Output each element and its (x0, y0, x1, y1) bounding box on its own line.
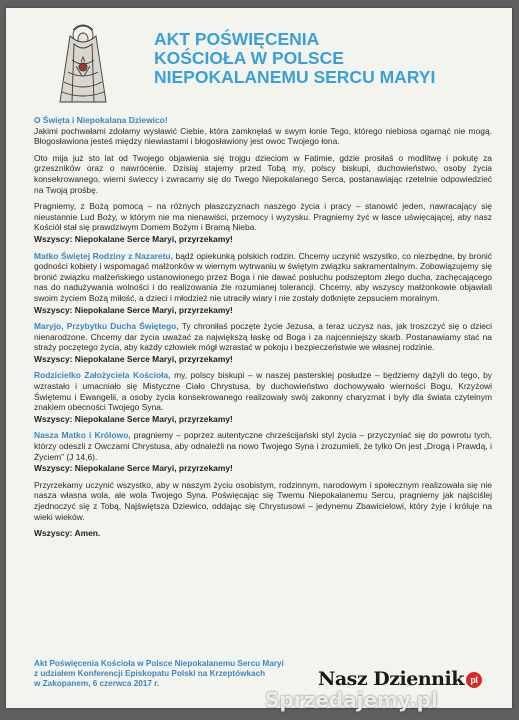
footer-note (34, 659, 334, 689)
paragraph-text: bądź opiekunką polskich rodzin. Chcemy uczynić wszystko, co niezbędne, by bronić godności kobiety i wspomagać małżonków w wiernym wytrwaniu w świętym związku sakramentalnym. Zobowiązujemy się bronić związku małżeńskiego ustanowionego przez Boga i nie dawać posłuchu podszeptom złego ducha, zachęcającego nas do nadużywania wolności i do realizowania źle rozumianej tolerancji. Chcemy, aby wszyscy małżonkowie objawiali swoim życiem Bożą miłość, a dzieci i młodzież nie utraciły wiary i nie zostały dotknięte zepsuciem moralnym. (34, 250, 492, 303)
paragraph-text: Ty chroniłaś poczęte życie Jezusa, a teraz uczysz nas, jak troszczyć się o dzieci nienarodzone. Chcemy dar życia uważać za największą łaskę od Boga i za najcenniejszy skarb. Postanawiamy stać na straży poczętego życia, aby każdy człowiek mógł wzrastać w pokoju i bezpieczeństwie we własnej rodzinie. (34, 321, 492, 353)
document-page (6, 8, 512, 708)
paragraph-7 (34, 430, 492, 473)
paragraph-amen (34, 528, 492, 539)
prayer-text (34, 115, 492, 545)
invocation: Rodzicielko Założyciela Kościoła, (34, 370, 171, 381)
response-line: Wszyscy: Niepokalane Serce Maryi, przyrzekamy! (34, 233, 233, 244)
paragraph-text: Oto mija już sto lat od Twojego objawienia się trojgu dzieciom w Fatimie, gdzie prosiłaś o modlitwę i pokutę za grzeszników oraz o nawrócenie. Dzisiaj stajemy przed Tobą my, polscy biskupi, duchowieństwo, osoby życia konsekrowanego, wierni świeccy i zwracamy się do Twego Niepokalanego Serca, postanawiając rzetelnie odpowiedzieć na Twoją prośbę. (34, 152, 492, 195)
title-line-1: AKT POŚWIĘCENIA (154, 29, 320, 49)
paragraph-text: Jakimi pochwałami zdołamy wysławić Ciebie, która zamknęłaś w swym łonie Tego, którego niebiosa ogarnąć nie mogą. Błogosławiona jesteś między niewiastami i błogosławiony jest owoc Twojego łona. (34, 125, 492, 147)
footer-line-2: z udziałem Konferencji Episkopatu Polski na Krzeptówkach (34, 669, 266, 678)
paragraph-6 (34, 370, 492, 424)
invocation: Nasza Matko i Królowo, (34, 430, 131, 441)
response-line: Wszyscy: Niepokalane Serce Maryi, przyrzekamy! (34, 413, 233, 424)
invocation: Maryjo, Przybytku Ducha Świętego, (34, 321, 179, 332)
amen-line: Wszyscy: Amen. (34, 528, 101, 539)
invocation: Matko Świętej Rodziny z Nazaretu, (34, 250, 173, 261)
paragraph-4 (34, 251, 492, 316)
madonna-illustration (48, 22, 118, 106)
logo-badge: pl (466, 672, 482, 688)
logo-text: Nasz Dziennik (318, 668, 464, 690)
paragraph-5 (34, 321, 492, 364)
paragraph-text: pragniemy – poprzez autentyczne chrześcijański styl życia – przyczyniać się do powrotu tych, którzy odeszli z Owczarni Chrystusa, aby odnaleźli na nowo Twojego Syna i zrozumieli, że tylko On jest „Drogą i Prawdą, i Życiem” (J 14,6). (34, 430, 492, 462)
response-line: Wszyscy: Niepokalane Serce Maryi, przyrzekamy! (34, 304, 233, 315)
document-title (154, 30, 494, 87)
paragraph-text: my, polscy biskupi – w naszej pasterskiej posłudze – będziemy dążyli do tego, by wzrastało i umacniało się Mistyczne Ciało Chrystusa, by duchowieństwo dochowywało wierności Bogu, Krzyżowi Świętemu i Ewangelii, a osoby życia konsekrowanego realizowały swój zakonny charyzmat i były dla świata czytelnym znakiem obecności Twojego Syna. (34, 370, 492, 413)
footer-line-3: w Zakopanem, 6 czerwca 2017 r. (34, 679, 160, 688)
invocation: O Święta i Niepokalana Dziewico! (34, 115, 168, 125)
nasz-dziennik-logo (318, 668, 482, 690)
paragraph-2 (34, 153, 492, 195)
title-line-3: NIEPOKALANEMU SERCU MARYI (154, 67, 436, 87)
paragraph-text: Pragniemy, z Bożą pomocą – na różnych płaszczyznach naszego życia i pracy – stanowić jeden, nawracający się nieustannie Lud Boży, w którym nie ma nienawiści, przemocy i wyzysku. Pragniemy żyć w łasce uświęcającej, aby nasz Kościół stał się prawdziwym Domem Bożym i Bramą Nieba. (34, 201, 492, 233)
paragraph-3 (34, 201, 492, 244)
paragraph-1 (34, 115, 492, 147)
response-line: Wszyscy: Niepokalane Serce Maryi, przyrzekamy! (34, 353, 233, 364)
sprzedajemy-watermark: Sprzedajemy.pl (265, 688, 438, 712)
footer-line-1: Akt Poświęcenia Kościoła w Polsce Niepokalanemu Sercu Maryi (34, 659, 284, 668)
response-line: Wszyscy: Niepokalane Serce Maryi, przyrzekamy! (34, 463, 233, 474)
paragraph-text: Przyrzekamy uczynić wszystko, aby w naszym życiu osobistym, rodzinnym, narodowym i społecznym realizowała się nie nasza własna wola, ale wola Twojego Syna. Poświęcając się Twemu Niepokalanemu Sercu, pragniemy jak najściślej zjednoczyć się z Tobą, Najświętsza Dziewico, oddając się Chrystusowi – jedynemu Zbawicielowi, który żyje i króluje na wieki wieków. (34, 479, 492, 522)
paragraph-8 (34, 480, 492, 522)
title-line-2: KOŚCIOŁA W POLSCE (154, 48, 344, 68)
